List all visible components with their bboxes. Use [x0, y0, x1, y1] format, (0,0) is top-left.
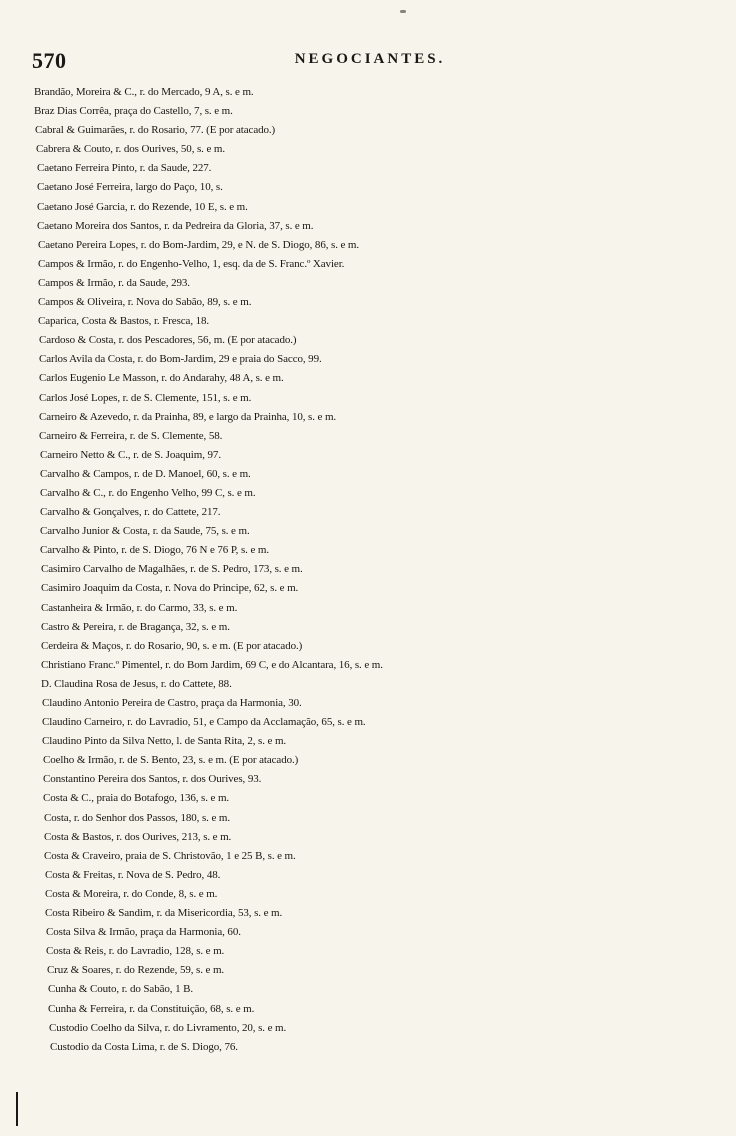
merchant-name: Campos & Oliveira: [38, 296, 123, 309]
entry-separator: ,: [159, 658, 166, 671]
directory-entry: [0, 618, 736, 637]
merchant-name: Carvalho & Gonçalves: [40, 506, 139, 519]
merchant-name: D. Claudina Rosa de Jesus: [41, 677, 156, 690]
merchant-address: largo do Paço, 10, s.: [135, 181, 223, 194]
directory-entry: [0, 579, 736, 598]
merchant-name: Custodio da Costa Lima: [50, 1040, 155, 1053]
entry-separator: ,: [134, 162, 140, 175]
entry-separator: ,: [112, 868, 118, 881]
directory-entry: [0, 637, 736, 656]
entry-separator: ,: [134, 926, 141, 939]
merchant-address: r. de D. Manoel, 60, s. e m.: [134, 467, 251, 480]
directory-entry: [0, 694, 736, 713]
entry-separator: ,: [158, 219, 165, 232]
directory-entry: [0, 961, 736, 980]
entry-separator: ,: [130, 181, 136, 194]
directory-entry: [0, 789, 736, 808]
merchant-name: Carvalho & Pinto: [40, 544, 117, 557]
merchant-address: r. do Carmo, 33, s. e m.: [136, 601, 238, 614]
directory-entry: [0, 560, 736, 579]
directory-entry: [0, 178, 736, 197]
merchant-name: Cabrera & Couto: [36, 143, 111, 156]
merchant-name: Cerdeira & Maços: [41, 639, 121, 652]
entry-separator: ,: [156, 372, 162, 385]
directory-entry: [0, 102, 736, 121]
entry-separator: ,: [113, 620, 119, 633]
merchant-address: r. Nova do Sabão, 89, s. e m.: [127, 296, 252, 309]
merchant-address: r. do Engenho-Velho, 1, esq. da de S. Franc.º Xavier.: [118, 257, 345, 270]
merchant-name: Costa & C.: [43, 792, 92, 805]
merchant-name: Costa Ribeiro & Sandim: [45, 907, 152, 920]
merchant-name: Casimiro Carvalho de Magalhães: [41, 563, 185, 576]
merchant-address: praça da Harmonia, 60.: [140, 926, 241, 939]
merchant-address: r. de S. Joaquim, 97.: [133, 448, 221, 461]
entry-separator: ,: [159, 582, 166, 595]
entry-separator: ,: [116, 983, 122, 996]
entry-separator: ,: [117, 391, 123, 404]
entry-separator: ,: [120, 849, 126, 862]
merchant-name: Carneiro & Ferreira: [39, 429, 125, 442]
directory-entry: [0, 1038, 736, 1057]
entry-separator: ,: [116, 544, 122, 557]
merchant-address: r. dos Pescadores, 56, m. (E por atacado.): [118, 334, 297, 347]
merchant-address: r. do Sabão, 1 B.: [121, 983, 194, 996]
merchant-name: Carneiro Netto & C.: [40, 448, 128, 461]
entry-separator: ,: [154, 1040, 160, 1053]
merchant-name: Claudino Antonio Pereira de Castro: [42, 697, 196, 709]
entry-separator: ,: [122, 296, 128, 309]
merchant-name: Costa & Bastos: [44, 830, 112, 843]
merchant-address: r. do Livramento, 20, s. e m.: [164, 1021, 287, 1034]
merchant-name: Castanheira & Irmão: [41, 601, 132, 614]
merchant-address: r. do Lavradio, 128, s. e m.: [108, 945, 225, 958]
directory-entry: [0, 1000, 736, 1019]
directory-entry: [0, 198, 736, 217]
entry-separator: ,: [128, 467, 135, 480]
merchant-address: l. de Santa Rita, 2, s. e m.: [176, 735, 287, 748]
merchant-name: Carlos Eugenio Le Masson: [39, 372, 157, 385]
merchant-address: r. da Prainha, 89, e largo da Prainha, 10, s. e m.: [133, 410, 337, 423]
merchant-address: r. da Saude, 75, s. e m.: [152, 525, 250, 538]
merchant-name: Costa & Moreira: [45, 887, 119, 900]
merchant-address: r. de S. Bento, 23, s. e m. (E por atacado.): [119, 754, 299, 767]
merchant-name: Costa & Craveiro: [44, 849, 120, 862]
merchant-address: r. do Bom Jardim, 69 C, e do Alcantara, 16, s. e m.: [165, 658, 383, 671]
directory-entry: [0, 599, 736, 618]
entry-separator: ,: [112, 276, 119, 289]
merchant-address: r. do Bom-Jardim, 29, e N. de S. Diogo, 86, s. e m.: [140, 238, 360, 251]
directory-entry: [0, 312, 736, 331]
directory-entry: [0, 885, 736, 904]
margin-mark: [16, 1092, 18, 1126]
directory-entry: [0, 732, 736, 751]
entry-separator: ,: [151, 907, 157, 920]
merchant-name: Carvalho & C.: [40, 486, 104, 499]
directory-entry: [0, 159, 736, 178]
merchant-name: Caetano José Ferreira: [37, 181, 131, 194]
directory-entry: [0, 980, 736, 999]
entry-separator: ,: [148, 315, 154, 328]
directory-entry: [0, 331, 736, 350]
directory-entry: [0, 942, 736, 961]
merchant-name: Carvalho Junior & Costa: [40, 525, 148, 538]
merchant-address: r. do Rezende, 59, s. e m.: [115, 964, 225, 977]
merchant-address: r. de S. Clemente, 58.: [129, 429, 223, 442]
directory-entry: [0, 427, 736, 446]
merchant-address: r. de S. Diogo, 76 N e 76 P, s. e m.: [121, 544, 269, 557]
entry-separator: ,: [124, 124, 130, 137]
directory-entry: [0, 809, 736, 828]
running-head: NEGOCIANTES.: [294, 51, 446, 67]
directory-entry: [0, 236, 736, 255]
merchant-address: r. do Cattete, 88.: [160, 677, 232, 690]
directory-entry: [0, 923, 736, 942]
merchant-address: r. da Constituição, 68, s. e m.: [129, 1002, 255, 1015]
merchant-address: praça da Harmonia, 30.: [200, 697, 302, 709]
entry-separator: ,: [124, 429, 130, 442]
merchant-address: r. do Bom-Jardim, 29 e praia do Sacco, 99.: [137, 353, 322, 366]
entry-separator: ,: [103, 486, 109, 499]
merchant-name: Castro & Pereira: [41, 620, 114, 633]
merchant-address: r. do Rosario, 90, s. e m. (E por atacado.): [125, 639, 303, 652]
directory-entry: [0, 293, 736, 312]
entry-separator: ,: [108, 105, 115, 118]
merchant-name: Cardoso & Costa: [39, 334, 114, 347]
merchant-address: r. de S. Clemente, 151, s. e m.: [122, 391, 252, 404]
directory-entry: [0, 350, 736, 369]
directory-entry: [0, 847, 736, 866]
merchant-address: r. do Rezende, 10 E, s. e m.: [130, 200, 248, 213]
merchant-address: r. de S. Diogo, 76.: [159, 1040, 238, 1053]
entry-separator: ,: [147, 525, 153, 538]
merchant-address: r. da Saude, 227.: [139, 162, 212, 175]
entry-separator: ,: [112, 257, 119, 270]
merchant-name: Cunha & Couto: [48, 983, 117, 996]
merchant-name: Carneiro & Azevedo: [39, 410, 129, 423]
entry-separator: ,: [111, 830, 117, 843]
merchant-address: r. de S. Pedro, 173, s. e m.: [190, 563, 303, 576]
entry-separator: ,: [113, 754, 120, 767]
merchant-name: Caetano Ferreira Pinto: [37, 162, 135, 175]
merchant-name: Costa: [44, 811, 69, 824]
entry-separator: ,: [177, 773, 183, 786]
entry-separator: ,: [128, 410, 134, 423]
merchant-name: Brandão, Moreira & C.: [34, 86, 135, 98]
merchant-name: Caetano Moreira dos Santos: [37, 219, 159, 232]
entry-separator: ,: [113, 334, 119, 347]
entry-separator: ,: [195, 697, 201, 709]
entry-separator: ,: [124, 200, 131, 213]
directory-entry: [0, 446, 736, 465]
merchant-address: r. do Engenho Velho, 99 C, s. e m.: [108, 486, 256, 499]
merchant-address: r. do Mercado, 9 A, s. e m.: [139, 86, 254, 98]
directory-entry: [0, 1019, 736, 1038]
entry-separator: ,: [184, 563, 191, 576]
merchant-name: Claudino Pinto da Silva Netto: [42, 735, 172, 748]
merchant-name: Cunha & Ferreira: [48, 1002, 124, 1015]
merchant-name: Christiano Franc.º Pimentel: [41, 658, 160, 671]
merchant-name: Carvalho & Campos: [40, 467, 129, 480]
entry-separator: ,: [171, 735, 177, 748]
entry-separator: ,: [103, 945, 109, 958]
merchant-name: Campos & Irmão: [38, 257, 113, 270]
merchant-name: Braz Dias Corrêa: [34, 105, 109, 118]
merchant-address: r. Nova de S. Pedro, 48.: [117, 868, 221, 881]
directory-entry: [0, 656, 736, 675]
merchant-name: Costa Silva & Irmão: [46, 926, 135, 939]
entry-separator: ,: [110, 143, 116, 156]
merchant-address: praça do Castello, 7, s. e m.: [114, 105, 233, 118]
merchant-directory-list: [0, 83, 736, 1057]
merchant-name: Costa & Reis: [46, 945, 104, 958]
directory-entry: [0, 522, 736, 541]
directory-entry: [0, 274, 736, 293]
merchant-name: Cruz & Soares: [47, 964, 111, 977]
directory-entry: [0, 369, 736, 388]
merchant-name: Cabral & Guimarães: [35, 124, 125, 137]
merchant-address: praia do Botafogo, 136, s. e m.: [96, 792, 230, 805]
directory-entry: [0, 828, 736, 847]
merchant-name: Constantino Pereira dos Santos: [43, 773, 178, 786]
entry-separator: ,: [132, 353, 138, 366]
entry-separator: ,: [127, 448, 134, 461]
page-number: 570: [32, 48, 67, 73]
entry-separator: ,: [124, 1002, 130, 1015]
merchant-name: Costa & Freitas: [45, 868, 113, 881]
merchant-name: Carlos Avila da Costa: [39, 353, 133, 366]
merchant-name: Custodio Coelho da Silva: [49, 1021, 160, 1034]
directory-entry: [0, 255, 736, 274]
directory-entry: [0, 675, 736, 694]
merchant-address: r. do Conde, 8, s. e m.: [123, 887, 218, 900]
entry-separator: ,: [131, 601, 137, 614]
merchant-name: Caetano Pereira Lopes: [38, 238, 136, 251]
directory-entry: [0, 408, 736, 427]
entry-separator: ,: [121, 716, 128, 729]
directory-entry: [0, 121, 736, 140]
directory-entry: [0, 484, 736, 503]
directory-entry: [0, 389, 736, 408]
entry-separator: ,: [91, 792, 97, 805]
merchant-address: r. do Rosario, 77. (E por atacado.): [129, 124, 276, 137]
merchant-address: r. dos Ourives, 50, s. e m.: [115, 143, 226, 156]
page-header: [30, 48, 710, 74]
merchant-name: Carlos José Lopes: [39, 391, 118, 404]
directory-entry: [0, 83, 736, 102]
merchant-address: r. da Pedreira da Gloria, 37, s. e m.: [164, 219, 314, 232]
entry-separator: ,: [155, 677, 161, 690]
merchant-address: r. dos Ourives, 213, s. e m.: [116, 830, 232, 843]
merchant-name: Claudino Carneiro: [42, 716, 122, 729]
entry-separator: ,: [134, 86, 140, 98]
merchant-address: r. Fresca, 18.: [153, 315, 210, 328]
directory-entry: [0, 904, 736, 923]
directory-entry: [0, 541, 736, 560]
merchant-address: r. do Senhor dos Passos, 180, s. e m.: [73, 811, 230, 824]
directory-entry: [0, 503, 736, 522]
merchant-address: r. da Saude, 293.: [118, 276, 190, 289]
merchant-name: Campos & Irmão: [38, 276, 113, 289]
merchant-address: r. do Cattete, 217.: [144, 506, 221, 519]
directory-entry: [0, 217, 736, 236]
entry-separator: ,: [120, 639, 126, 652]
directory-entry: [0, 751, 736, 770]
directory-entry: [0, 770, 736, 789]
ink-speck: [400, 10, 406, 13]
entry-separator: ,: [159, 1021, 165, 1034]
entry-separator: ,: [110, 964, 116, 977]
entry-separator: ,: [118, 887, 124, 900]
merchant-address: r. Nova do Principe, 62, s. e m.: [165, 582, 299, 595]
merchant-address: r. do Andarahy, 48 A, s. e m.: [161, 372, 284, 385]
merchant-name: Caparica, Costa & Bastos: [38, 315, 149, 328]
entry-separator: ,: [138, 506, 145, 519]
directory-entry: [0, 866, 736, 885]
merchant-address: r. de Bragança, 32, s. e m.: [118, 620, 230, 633]
directory-entry: [0, 465, 736, 484]
directory-entry: [0, 713, 736, 732]
merchant-address: praia de S. Christovão, 1 e 25 B, s. e m.: [125, 849, 296, 862]
merchant-address: r. do Lavradio, 51, e Campo da Acclamação, 65, s. e m.: [127, 716, 366, 729]
merchant-name: Caetano José Garcia: [37, 200, 125, 213]
entry-separator: ,: [68, 811, 74, 824]
merchant-address: r. da Misericordia, 53, s. e m.: [156, 907, 283, 920]
merchant-name: Casimiro Joaquim da Costa: [41, 582, 160, 595]
entry-separator: ,: [135, 238, 141, 251]
merchant-name: Coelho & Irmão: [43, 754, 114, 767]
directory-entry: [0, 140, 736, 159]
merchant-address: r. dos Ourives, 93.: [182, 773, 262, 786]
